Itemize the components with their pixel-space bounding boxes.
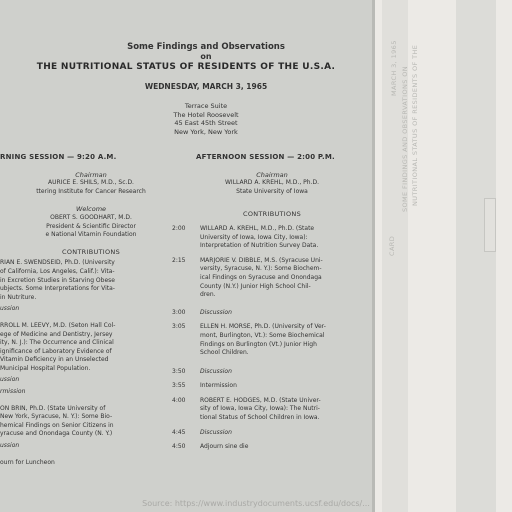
afternoon-chairman-label: Chairman <box>256 170 288 179</box>
flap-vertical-subtitle: NUTRITIONAL STATUS OF RESIDENTS OF THE <box>411 44 419 206</box>
morning-item: RROLL M. LEEVY, M.D. (Seton Hall Col- ege of Medicine and Dentistry, Jersey ity, N. J.): The Occurrence and Clinical ignificance of Laboratory Evidence of Vitamin Deficiency in an Unselected Municipal Hospital Population. <box>0 321 116 372</box>
flap-vertical-card: CARD <box>388 235 396 256</box>
entry-text: Discussion <box>200 308 232 316</box>
entry-text: ROBERT E. HODGES, M.D. (State Univer- sity of Iowa, Iowa City, Iowa): The Nutri- tional Status of School Children in Iowa. <box>200 396 321 422</box>
welcome-label: Welcome <box>75 205 107 214</box>
morning-item: ourn for Luncheon <box>0 458 55 466</box>
flap-vertical-date: MARCH 3, 1965 <box>390 40 398 96</box>
morning-chairman-label: Chairman <box>75 170 107 179</box>
entry-time: 3:55 <box>172 382 186 390</box>
flap-strip <box>456 0 496 512</box>
afternoon-contributions-label: CONTRIBUTIONS <box>242 210 302 219</box>
entry-time: 4:50 <box>172 443 186 451</box>
entry-text: MARJORIE V. DIBBLE, M.S. (Syracuse Uni- versity, Syracuse, N. Y.): Some Biochem- ical Findings on Syracuse and Onondaga County (N.Y.) Junior High School Chil- dren. <box>200 256 323 299</box>
program-header <box>0 42 372 136</box>
welcome-name: OBERT S. GOODHART, M.D. <box>50 213 132 221</box>
morning-item: ON BRIN, Ph.D. (State University of New York, Syracuse, N. Y.): Some Bio- hemical Findings on Senior Citizens in yracuse and Onondaga County (N. Y.) <box>0 404 114 438</box>
flap-vertical-title: SOME FINDINGS AND OBSERVATIONS ON <box>401 66 409 212</box>
title-on: on <box>200 52 212 61</box>
afternoon-entry <box>172 309 372 318</box>
afternoon-session-column <box>172 153 372 452</box>
afternoon-session-heading: AFTERNOON SESSION — 2:00 P.M. <box>196 153 335 161</box>
morning-session-heading: RNING SESSION — 9:20 A.M. <box>0 153 117 161</box>
morning-item: ussion <box>0 376 20 384</box>
morning-item: RIAN E. SWENDSEID, Ph.D. (University of California, Los Angeles, Calif.): Vita- in Excretion Studies in Starving Obese ubjects. Some Interpretations for Vita- in Nutriture. <box>0 259 115 301</box>
morning-item: ussion <box>0 442 20 450</box>
venue-block <box>40 102 372 136</box>
morning-item: ussion <box>0 305 20 313</box>
source-caption: Source: https://www.industrydocuments.ucsf.edu/docs/... <box>142 499 370 508</box>
afternoon-entry <box>172 443 372 452</box>
fold-line <box>372 0 375 512</box>
afternoon-chairman-affil: State University of Iowa <box>236 187 308 195</box>
afternoon-entry <box>172 225 372 251</box>
morning-chairman-name: AURICE E. SHILS, M.D., Sc.D. <box>48 179 134 187</box>
morning-chairman-affil: ttering Institute for Cancer Research <box>36 187 146 195</box>
event-date: WEDNESDAY, MARCH 3, 1965 <box>144 82 268 91</box>
afternoon-entry <box>172 257 372 300</box>
entry-time: 2:15 <box>172 256 186 264</box>
morning-contributions-label: CONTRIBUTIONS <box>61 247 121 256</box>
entry-time: 4:00 <box>172 396 186 404</box>
morning-item: rmission <box>0 388 26 396</box>
afternoon-entry <box>172 323 372 357</box>
morning-session-column <box>0 153 182 467</box>
entry-text: Adjourn sine die <box>200 443 249 451</box>
title-line1: Some Findings and Observations <box>127 42 285 52</box>
welcome-title: President & Scientific Director <box>46 222 136 230</box>
venue-line: Terrace Suite <box>184 102 228 110</box>
afternoon-entry <box>172 368 372 377</box>
welcome-affil: e National Vitamin Foundation <box>45 231 137 239</box>
entry-time: 3:50 <box>172 367 186 375</box>
flap-tab <box>484 198 496 252</box>
venue-line: 45 East 45th Street <box>174 119 238 127</box>
entry-time: 4:45 <box>172 428 186 436</box>
afternoon-chairman-name: WILLARD A. KREHL, M.D., Ph.D. <box>225 179 319 187</box>
afternoon-entry <box>172 397 372 423</box>
entry-text: ELLEN H. MORSE, Ph.D. (University of Ver- mont, Burlington, Vt.): Some Biochemical Findings on Burlington (Vt.) Junior High School Children. <box>200 323 326 357</box>
title-line2: THE NUTRITIONAL STATUS OF RESIDENTS OF THE U.S.A. <box>36 62 336 72</box>
venue-line: New York, New York <box>174 127 238 136</box>
entry-time: 3:05 <box>172 323 186 331</box>
entry-text: WILLARD A. KREHL, M.D., Ph.D. (State University of Iowa, Iowa City, Iowa): Interpretation of Nutrition Survey Data. <box>200 224 319 250</box>
entry-text: Intermission <box>200 382 237 390</box>
afternoon-entry <box>172 382 372 391</box>
venue-line: The Hotel Roosevelt <box>173 110 239 119</box>
entry-time: 3:00 <box>172 308 186 316</box>
entry-text: Discussion <box>200 367 232 375</box>
afternoon-entry <box>172 429 372 438</box>
entry-time: 2:00 <box>172 224 186 232</box>
entry-text: Discussion <box>200 428 232 436</box>
